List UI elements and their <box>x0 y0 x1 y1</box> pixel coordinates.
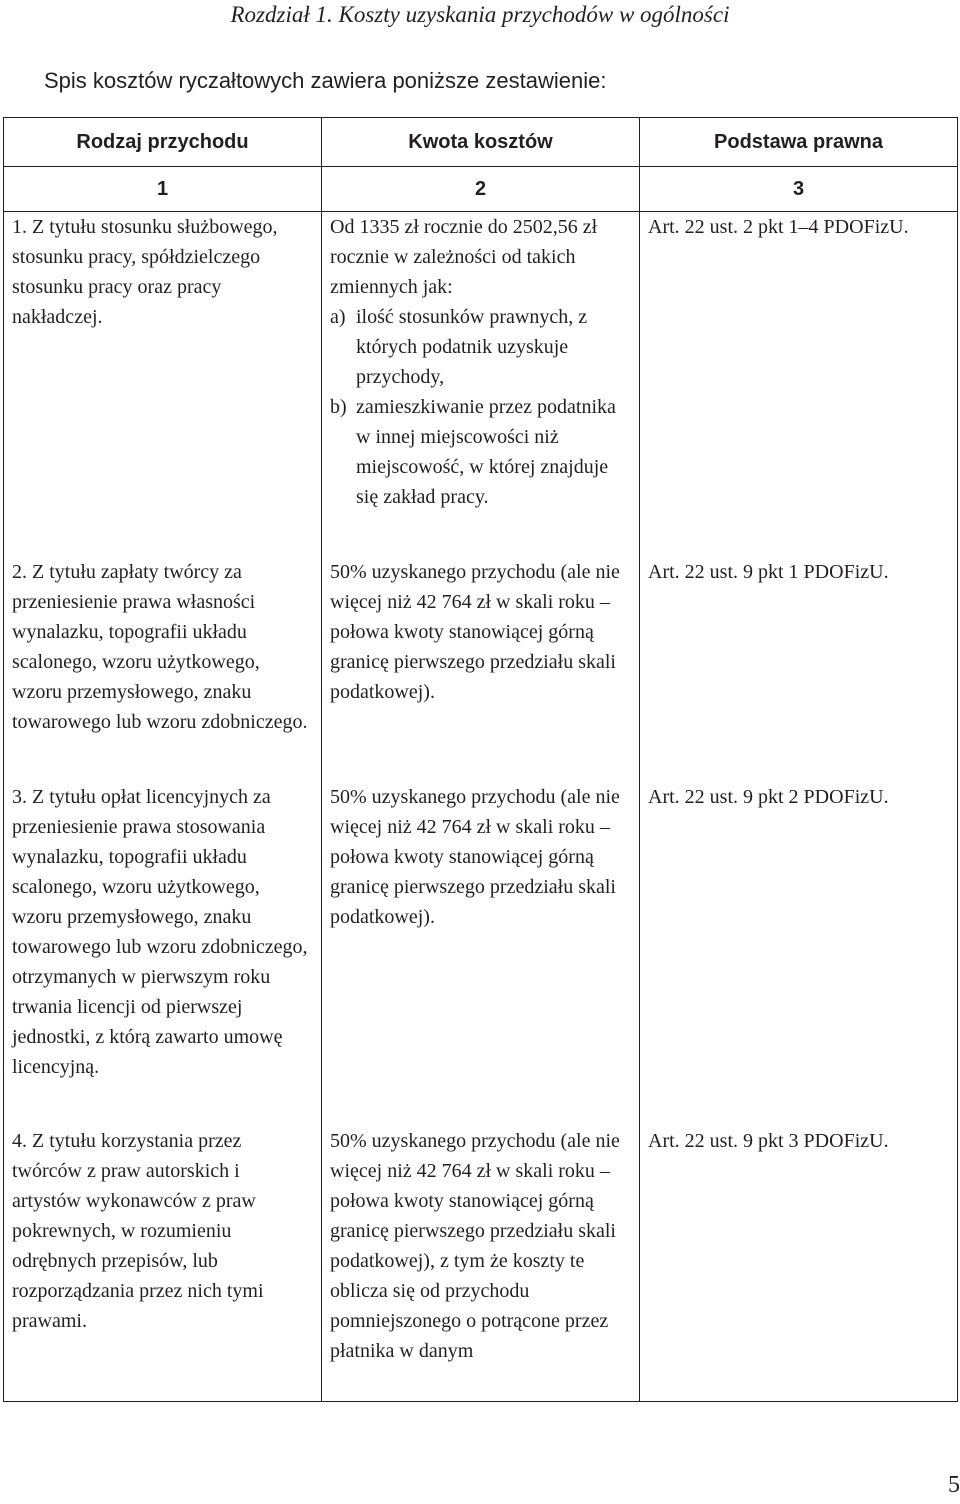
column-number: 3 <box>640 167 958 212</box>
list-text: ilość stosunków prawnych, z których podatnik uzyskuje przychody, <box>356 306 588 388</box>
column-number-row <box>4 167 958 212</box>
amount-intro: Od 1335 zł rocznie do 2502,56 zł rocznie w zależności od takich zmiennych jak: <box>330 216 598 298</box>
table-row <box>4 1126 958 1402</box>
chapter-title: Rozdział 1. Koszty uzyskania przychodów w ogólności <box>230 2 730 27</box>
list-text: zamieszkiwanie przez podatnika w innej miejscowości niż miejscowość, w której znajduje się zakład pracy. <box>356 396 616 508</box>
legal-basis-cell: Art. 22 ust. 9 pkt 3 PDOFizU. <box>640 1126 958 1402</box>
income-type-cell: 1. Z tytułu stosunku służbowego, stosunku pracy, spółdzielczego stosunku pracy oraz pracy nakładczej. <box>4 212 322 557</box>
income-type-cell: 2. Z tytułu zapłaty twórcy za przeniesienie prawa własności wynalazku, topografii układu scalonego, wzoru użytkowego, wzoru przemysłowego, znaku towarowego lub wzoru zdobniczego. <box>4 557 322 782</box>
cost-amount-cell: 50% uzyskanego przychodu (ale nie więcej niż 42 764 zł w skali roku – połowa kwoty stanowiącej górną granicę pierwszego przedziału skali podatkowej), z tym że koszty te oblicza się od przychodu pomniejszonego o potrącone przez płatnika w danym <box>322 1126 640 1402</box>
table-header-row <box>4 118 958 167</box>
table-row <box>4 212 958 557</box>
cost-amount-cell: 50% uzyskanego przychodu (ale nie więcej niż 42 764 zł w skali roku – połowa kwoty stanowiącej górną granicę pierwszego przedziału skali podatkowej). <box>322 782 640 1126</box>
header-legal-basis: Podstawa prawna <box>640 118 958 167</box>
header-cost-amount: Kwota kosztów <box>322 118 640 167</box>
column-number: 2 <box>322 167 640 212</box>
legal-basis-cell: Art. 22 ust. 2 pkt 1–4 PDOFizU. <box>640 212 958 557</box>
page-number: 5 <box>948 1472 960 1498</box>
income-type-cell: 4. Z tytułu korzystania przez twórców z praw autorskich i artystów wykonawców z praw pokrewnych, w rozumieniu odrębnych przepisów, lub rozporządzania przez nich tymi prawami. <box>4 1126 322 1402</box>
legal-basis-cell: Art. 22 ust. 9 pkt 2 PDOFizU. <box>640 782 958 1126</box>
header-income-type: Rodzaj przychodu <box>4 118 322 167</box>
intro-text: Spis kosztów ryczałtowych zawiera poniższe zestawienie: <box>44 68 607 93</box>
column-number: 1 <box>4 167 322 212</box>
legal-basis-cell: Art. 22 ust. 9 pkt 1 PDOFizU. <box>640 557 958 782</box>
income-type-cell: 3. Z tytułu opłat licencyjnych za przeniesienie prawa stosowania wynalazku, topografii układu scalonego, wzoru użytkowego, wzoru przemysłowego, znaku towarowego lub wzoru zdobniczego, otrzymanych w pierwszym roku trwania licencji od pierwszej jednostki, z którą zawarto umowę licencyjną. <box>4 782 322 1126</box>
cost-amount-cell <box>322 212 640 557</box>
list-marker: b) <box>330 396 347 418</box>
list-item <box>330 392 631 512</box>
table-row <box>4 782 958 1126</box>
list-marker: a) <box>330 306 346 328</box>
list-item <box>330 302 631 392</box>
cost-table <box>3 117 958 1402</box>
table-row <box>4 557 958 782</box>
cost-amount-cell: 50% uzyskanego przychodu (ale nie więcej niż 42 764 zł w skali roku – połowa kwoty stanowiącej górną granicę pierwszego przedziału skali podatkowej). <box>322 557 640 782</box>
